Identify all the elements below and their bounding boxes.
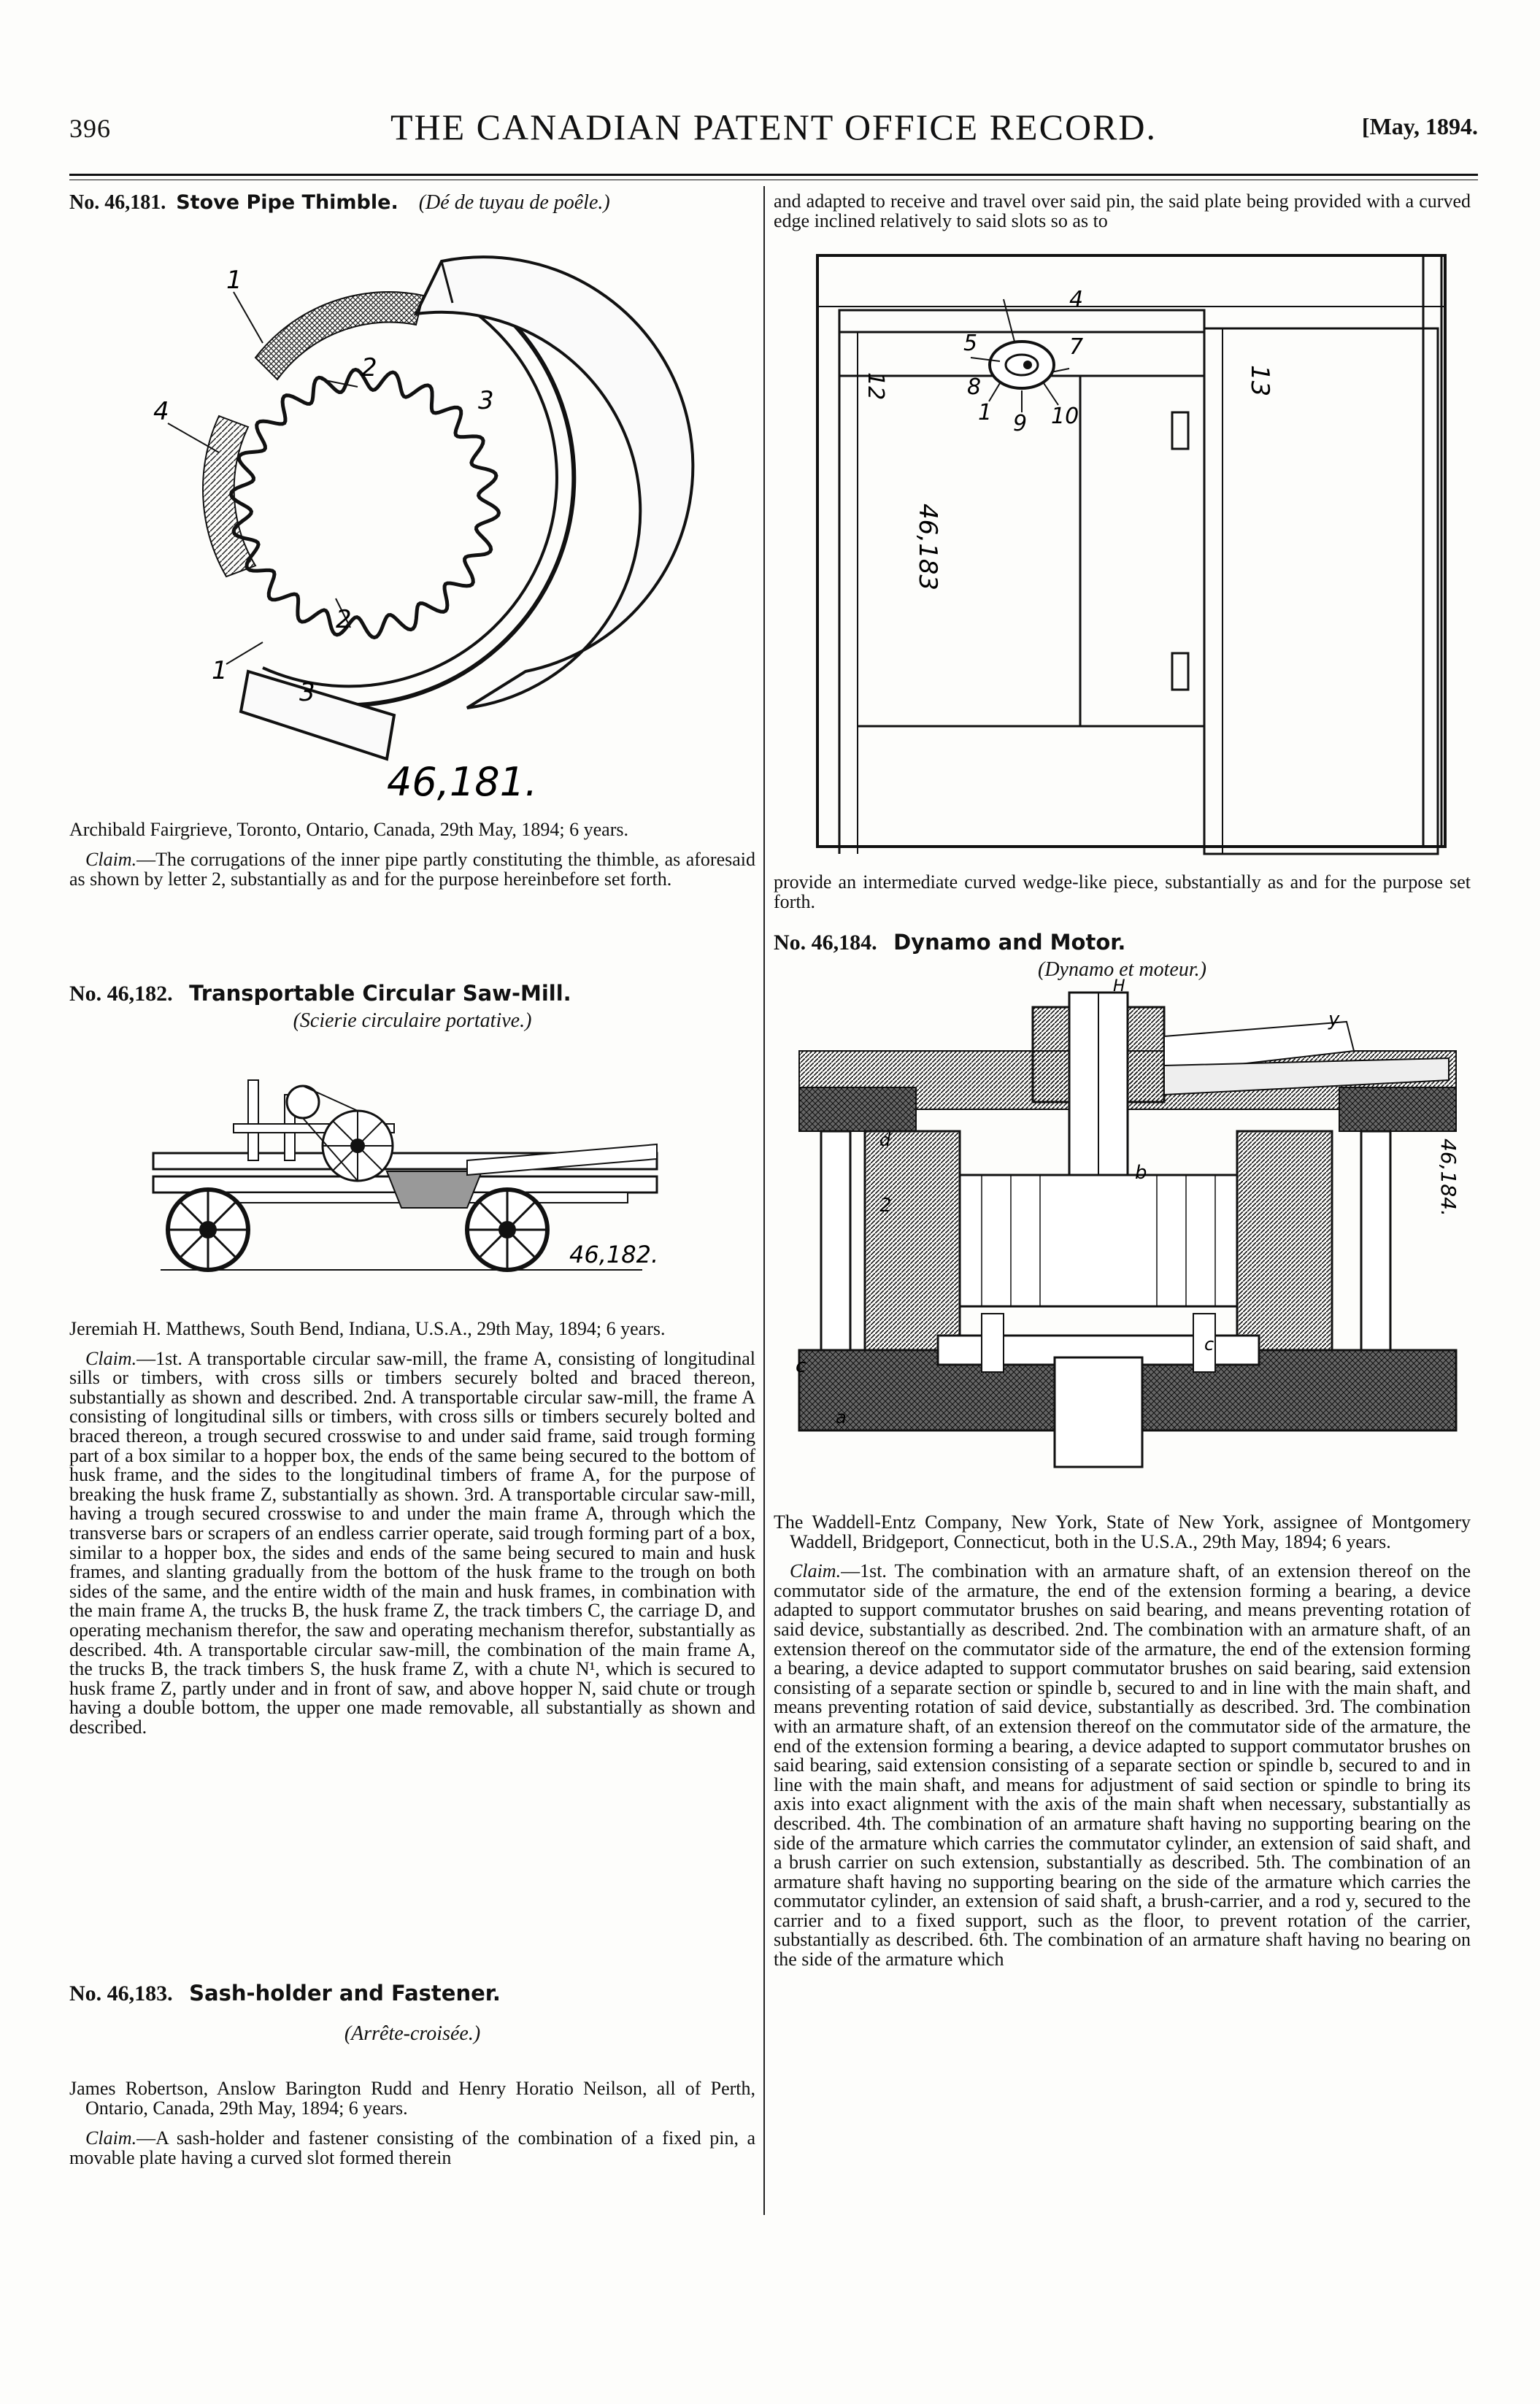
- dynamo-letter-b: b: [1135, 1162, 1147, 1184]
- thimble-num-1a: 1: [226, 266, 242, 295]
- dynamo-letter-c-right: c: [1204, 1334, 1214, 1355]
- thimble-num-4: 4: [153, 397, 169, 426]
- patent-182-heading: [69, 982, 755, 1006]
- dynamo-letter-H: H: [1113, 977, 1125, 995]
- dynamo-letter-a: a: [836, 1407, 847, 1428]
- continuation-bottom-text: provide an intermediate curved wedge-like piece, substantially as and for the purpose set forth.: [774, 871, 1471, 912]
- thimble-figure-label: 46,181.: [387, 759, 538, 805]
- patent-183-title: Sash-holder and Fastener.: [189, 1981, 501, 2006]
- saw-mill-drawing: [146, 1051, 701, 1284]
- patent-181-heading-block: [69, 191, 755, 215]
- dynamo-figure: [792, 977, 1471, 1489]
- dynamo-letter-c-left: c: [796, 1355, 806, 1377]
- saw-mill-figure-label: 46,182.: [569, 1241, 659, 1268]
- patent-184-number: No. 46,184.: [774, 931, 877, 955]
- page-number: 396: [69, 114, 111, 143]
- patent-182-heading-block: [69, 982, 755, 1039]
- patent-183-assignee: James Robertson, Anslow Barington Rudd and Henry Horatio Neilson, all of Perth, Ontario, Canada, 29th May, 1894; 6 years.: [69, 2078, 755, 2119]
- dynamo-drawing: [792, 977, 1471, 1489]
- patent-184-heading: [774, 931, 1471, 955]
- sash-num-5: 5: [963, 331, 978, 356]
- thimble-num-1b: 1: [212, 656, 228, 685]
- continuation-top-text: and adapted to receive and travel over said pin, the said plate being provided with a curved edge inclined relatively to said slots so as to: [774, 190, 1471, 231]
- patent-181-text: [69, 814, 755, 895]
- patent-184-french: (Dynamo et moteur.): [1038, 958, 1206, 981]
- patent-184-claim-text: —1st. The combination with an armature shaft, of an extension thereof on the commutator side of the armature, the end of the extension forming a bearing, a device adapted to support commutator brushes on said bearing, and means preventing rotation of said device, substantially as described. 2nd. The combination with an armature shaft, of an extension thereof on the commutator side of the armature, the end of the extension forming a bearing, a device adapted to support commutator brushes on said bearing, said extension consisting of a separate section or spindle b, secured to and in line with the main shaft, and means preventing rotation of said device, substantially as described. 3rd. The combination with an armature shaft, of an extension thereof on the commutator side of the armature, the end of the extension forming a bearing, a device adapted to support commutator brushes on said bearing, said extension consisting of a separate section or spindle b, secured to and in line with the main shaft, and means for adjustment of said section or spindle to bring its axis into exact alignment with the axis of the main shaft when necessary, substantially as described. 4th. The combination of an armature shaft having no supporting bearing on the side of the armature which carries the commutator cylinder, an extension of said shaft, and a brush carrier on such extension, substantially as described. 5th. The combination of an armature shaft having no supporting bearing on the side of the armature which carries the commutator cylinder, an extension of said shaft, a brush-carrier, and a rod y, secured to the carrier and to a fixed support, such as the floor, to prevent rotation of the carrier, substantially as described. 6th. The combination of an armature shaft having no bearing on the side of the armature which: [774, 1560, 1471, 1970]
- thimble-num-2a: 2: [361, 353, 377, 382]
- patent-181-french: (Dé de tuyau de poêle.): [418, 191, 610, 214]
- header-rule: [69, 174, 1478, 176]
- wheel-left: [168, 1190, 248, 1270]
- sash-num-8: 8: [967, 374, 982, 400]
- saw-mill-figure: [146, 1051, 701, 1284]
- patent-181-heading: [69, 191, 755, 215]
- thimble-num-2b: 2: [336, 605, 352, 634]
- patent-182-claim-label: Claim.: [85, 1347, 137, 1369]
- sash-num-13: 13: [1245, 365, 1274, 397]
- sash-holder-drawing: [781, 248, 1467, 854]
- patent-181-claim-text: —The corrugations of the inner pipe partly constituting the thimble, as aforesaid as shown by letter 2, substantially as and for the purpose hereinbefore set forth.: [69, 849, 755, 890]
- patent-184-title: Dynamo and Motor.: [893, 930, 1126, 955]
- dynamo-letter-y: y: [1328, 1009, 1340, 1030]
- dynamo-num-2: 2: [879, 1195, 892, 1217]
- patent-181-claim: [69, 850, 755, 889]
- patent-182-claim-text: —1st. A transportable circular saw-mill, the frame A, consisting of longitudinal sills or timbers, with cross sills or timbers securely bolted and braced thereon, substantially as shown and described. 2nd. A transportable circular saw-mill, the frame A consisting of longitudinal sills or timbers, with cross sills or timbers securely bolted and braced thereon, a trough secured crosswise to and under said frame, said trough forming part of a box similar to a hopper box, the ends of the same being secured to the bottom of husk frame, and the sides to the longitudinal timbers of frame A, for the purpose of breaking the husk frame Z, substantially as shown. 3rd. A transportable circular saw-mill, having a trough secured crosswise to and under the main frame A, through which the transverse bars or scrapers of an endless carrier operate, said trough forming part of a box, similar to a hopper box, the sides and ends of the same being secured to main and husk frames, and slanting gradually from the bottom of the husk frame to the trough on both sides of the same, and the entire width of the main and husk frames, in combination with the main frame A, the trucks B, the husk frame Z, the track timbers C, the carriage D, and operating mechanism therefor, the saw and operating mechanism therefor, substantially as described. 4th. A transportable circular saw-mill, the combination of the main frame A, the trucks B, the track timbers S, the husk frame Z, with a chute N¹, which is secured to husk frame Z, partly under and in front of saw, and above hopper N, said chute or trough having a double bottom, the upper one made removable, all substantially as shown and described.: [69, 1347, 755, 1738]
- patent-182-french: (Scierie circulaire portative.): [293, 1009, 532, 1032]
- page-header: [69, 106, 1478, 157]
- patent-182-claim: [69, 1349, 755, 1738]
- patent-184-text: [774, 1507, 1471, 1976]
- patent-181-claim-label: Claim.: [85, 849, 137, 870]
- patent-183-continuation-bottom: [774, 872, 1471, 912]
- patent-183-claim: [69, 2128, 755, 2168]
- sash-num-9: 9: [1013, 411, 1028, 436]
- thimble-num-3b: 3: [299, 678, 315, 707]
- journal-title: THE CANADIAN PATENT OFFICE RECORD.: [390, 107, 1158, 147]
- sash-num-10: 10: [1051, 404, 1079, 429]
- patent-183-continuation-top: [774, 191, 1471, 231]
- sash-num-4: 4: [1069, 287, 1084, 312]
- stove-pipe-thimble-figure: [146, 234, 598, 803]
- patent-184-claim: [774, 1562, 1471, 1969]
- patent-183-french: (Arrête-croisée.): [344, 2022, 481, 2045]
- patent-184-claim-label: Claim.: [790, 1560, 842, 1582]
- patent-182-assignee: Jeremiah H. Matthews, South Bend, Indiana, U.S.A., 29th May, 1894; 6 years.: [69, 1318, 666, 1339]
- patent-182-number: No. 46,182.: [69, 982, 173, 1006]
- patent-183-claim-text: —A sash-holder and fastener consisting of the combination of a fixed pin, a movable plate having a curved slot formed therein: [69, 2127, 755, 2168]
- patent-183-text: [69, 2073, 755, 2173]
- patent-183-claim-label: Claim.: [85, 2127, 137, 2149]
- patent-181-number: No. 46,181.: [69, 191, 166, 214]
- dynamo-figure-label: 46,184.: [1436, 1139, 1460, 1217]
- patent-181-assignee: Archibald Fairgrieve, Toronto, Ontario, Canada, 29th May, 1894; 6 years.: [69, 819, 628, 840]
- thimble-num-3a: 3: [478, 386, 494, 415]
- sash-figure-label: 46,183: [913, 504, 942, 590]
- dynamo-letter-d: d: [879, 1130, 891, 1150]
- sash-num-1: 1: [978, 400, 993, 425]
- patent-183-heading: [69, 1981, 755, 2006]
- sash-num-12: 12: [863, 372, 888, 401]
- patent-182-title: Transportable Circular Saw-Mill.: [189, 981, 571, 1006]
- patent-182-text: [69, 1314, 755, 1743]
- sash-holder-figure: [781, 248, 1467, 854]
- patent-183-number: No. 46,183.: [69, 1981, 173, 2006]
- issue-date: [May, 1894.: [1361, 113, 1478, 139]
- patent-184-assignee: The Waddell-Entz Company, New York, State of New York, assignee of Montgomery Waddell, Bridgeport, Connecticut, both in the U.S.A., 29th May, 1894; 6 years.: [774, 1511, 1471, 1552]
- wheel-right: [467, 1190, 547, 1270]
- column-divider: [763, 186, 765, 2215]
- thimble-drawing: [146, 234, 598, 803]
- patent-181-title: Stove Pipe Thimble.: [176, 191, 399, 214]
- patent-183-heading-block: [69, 1981, 755, 2052]
- sash-num-7: 7: [1069, 334, 1084, 360]
